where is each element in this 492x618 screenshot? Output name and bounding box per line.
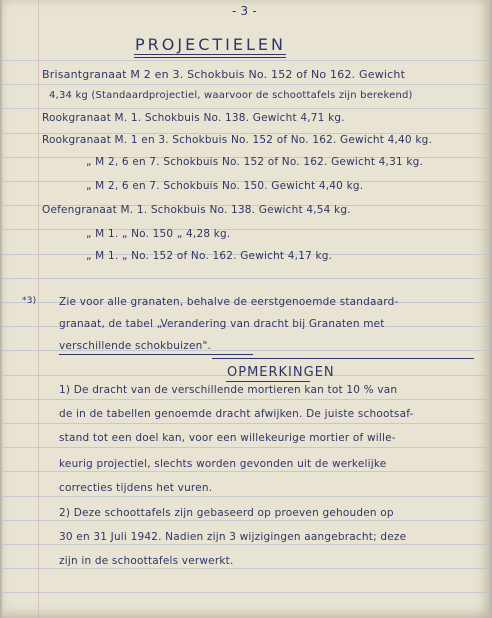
ruled-line [2, 568, 490, 569]
ruled-line [2, 229, 490, 230]
ruled-line [2, 84, 490, 85]
remarks-title: OPMERKINGEN [227, 365, 335, 380]
projectile-line: „ M 2, 6 en 7. Schokbuis No. 152 of No. 162. Gewicht 4,31 kg. [86, 156, 424, 168]
projectile-line: Rookgranaat M. 1 en 3. Schokbuis No. 152 of No. 162. Gewicht 4,40 kg. [42, 134, 433, 146]
note-line: granaat, de tabel „Verandering van dracht bij Granaten met [59, 318, 385, 330]
projectile-line: „ M 1. „ No. 150 „ 4,28 kg. [86, 228, 231, 240]
ruled-line [2, 399, 490, 400]
ruled-line [2, 108, 490, 109]
remark-line: keurig projectiel, slechts worden gevonden uit de werkelijke [59, 458, 387, 470]
ruled-line [2, 278, 490, 279]
remark-line: correcties tijdens het vuren. [59, 482, 213, 494]
remark-line: zijn in de schoottafels verwerkt. [59, 555, 234, 567]
page-title: PROJECTIELEN [135, 35, 286, 54]
ruled-line [2, 496, 490, 497]
remark-line: 30 en 31 Juli 1942. Nadien zijn 3 wijzigingen aangebracht; deze [59, 531, 407, 543]
title-underline [134, 54, 286, 55]
ruled-line [2, 592, 490, 593]
page-number: - 3 - [232, 4, 257, 18]
ruled-line [2, 447, 490, 448]
notebook-page [2, 0, 490, 618]
ruled-line [2, 471, 490, 472]
projectile-line: „ M 2, 6 en 7. Schokbuis No. 150. Gewicht 4,40 kg. [86, 180, 364, 192]
ruled-line [2, 544, 490, 545]
remark-line: stand tot een doel kan, voor een willekeurige mortier of wille- [59, 432, 396, 444]
section-divider [212, 358, 474, 359]
remark-line: de in de tabellen genoemde dracht afwijken. De juiste schootsaf- [59, 408, 414, 420]
projectile-line: Brisantgranaat M 2 en 3. Schokbuis No. 152 of No 162. Gewicht [42, 68, 406, 81]
note-marker: *3) [22, 296, 37, 306]
projectile-line: „ M 1. „ No. 152 of No. 162. Gewicht 4,17 kg. [86, 250, 333, 262]
note-underline [59, 354, 253, 355]
projectile-line: 4,34 kg (Standaardprojectiel, waarvoor de schoottafels zijn berekend) [49, 90, 413, 101]
ruled-line [2, 423, 490, 424]
projectile-line: Oefengranaat M. 1. Schokbuis No. 138. Gewicht 4,54 kg. [42, 204, 351, 216]
title-underline-2 [134, 57, 286, 58]
note-line: Zie voor alle granaten, behalve de eerstgenoemde standaard- [59, 296, 399, 308]
projectile-line: Rookgranaat M. 1. Schokbuis No. 138. Gewicht 4,71 kg. [42, 112, 345, 124]
ruled-line [2, 520, 490, 521]
note-line: verschillende schokbuizen". [59, 340, 212, 352]
remarks-underline [226, 381, 310, 382]
ruled-line [2, 60, 490, 61]
margin-line [38, 0, 39, 618]
remark-line: 1) De dracht van de verschillende mortieren kan tot 10 % van [59, 384, 398, 396]
remark-line: 2) Deze schoottafels zijn gebaseerd op proeven gehouden op [59, 507, 394, 519]
